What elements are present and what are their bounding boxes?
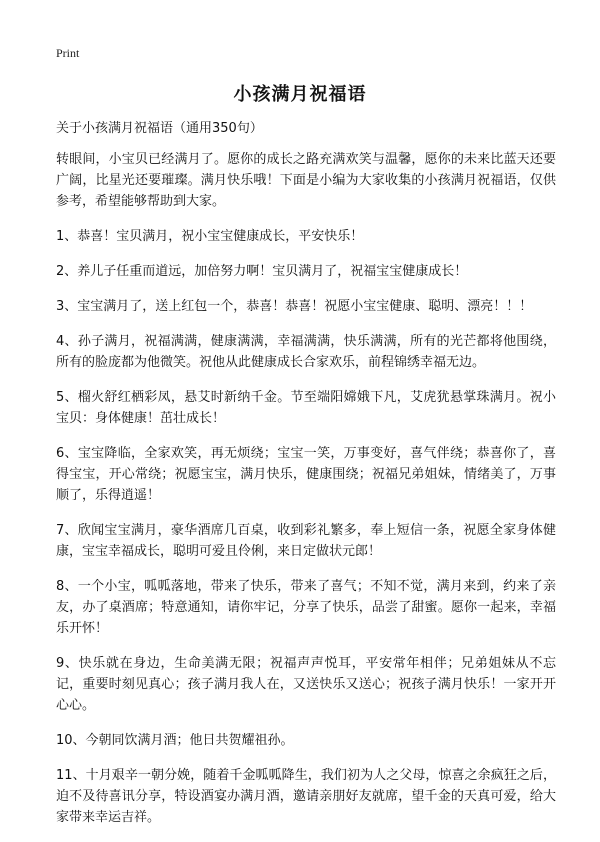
list-item: 1、恭喜！宝贝满月，祝小宝宝健康成长，平安快乐！ (56, 229, 364, 244)
list-item: 7、欣闻宝宝满月，豪华酒席几百桌，收到彩礼繁多，奉上短信一条，祝愿全家身体健康，宝宝幸福成长，聪明可爱且伶俐，来日定做状元郎！ (56, 523, 556, 559)
list-item: 4、孙子满月，祝福满满，健康满满，幸福满满，快乐满满，所有的光芒都将他围绕，所有的脸庞都为他微笑。祝他从此健康成长合家欢乐，前程锦绣幸福无边。 (56, 334, 556, 370)
list-item: 11、十月艰辛一朝分娩，随着千金呱呱降生，我们初为人之父母，惊喜之余疯狂之后，迫不及待喜讯分享，特设酒宴办满月酒，邀请亲朋好友就席，望千金的天真可爱，给大家带来幸运吉祥。 (56, 768, 556, 825)
list-item: 6、宝宝降临，全家欢笑，再无烦绕；宝宝一笑，万事变好，喜气伴绕；恭喜你了，喜得宝宝，开心常绕；祝愿宝宝，满月快乐，健康围绕；祝福兄弟姐妹，情绪美了，万事顺了，乐得逍遥！ (56, 446, 556, 503)
list-item: 2、养儿子任重而道远，加倍努力啊！宝贝满月了，祝福宝宝健康成长！ (56, 264, 468, 279)
subtitle: 关于小孩满月祝福语（通用350句） (56, 121, 263, 136)
list-item: 9、快乐就在身边，生命美满无限；祝福声声悦耳，平安常年相伴；兄弟姐妹从不忘记，重要时刻见真心；孩子满月我人在，又送快乐又送心；祝孩子满月快乐！一家开开心心。 (56, 656, 556, 713)
page-title: 小孩满月祝福语 (233, 84, 367, 105)
list-item: 10、今朝同饮满月酒；他日共贺耀祖孙。 (56, 733, 294, 748)
intro-paragraph: 转眼间，小宝贝已经满月了。愿你的成长之路充满欢笑与温馨，愿你的未来比蓝天还要广阔，比星光还要璀璨。满月快乐哦！下面是小编为大家收集的小孩满月祝福语，仅供参考，希望能够帮助到大家。 (56, 152, 556, 209)
list-item: 5、榴火舒红栖彩凤，悬艾时新纳千金。节至端阳嫦娥下凡，艾虎犹悬掌珠满月。祝小宝贝：身体健康！茁壮成长！ (56, 390, 556, 426)
article-body (56, 118, 556, 842)
list-item: 3、宝宝满月了，送上红包一个，恭喜！恭喜！祝愿小宝宝健康、聪明、漂亮！！！ (56, 299, 533, 314)
list-item: 8、一个小宝，呱呱落地，带来了快乐，带来了喜气；不知不觉，满月来到，约来了亲友，办了桌酒席；特意通知，请你牢记，分享了快乐，品尝了甜蜜。愿你一起来，幸福乐开怀！ (56, 579, 556, 636)
print-link[interactable]: Print (56, 46, 80, 60)
